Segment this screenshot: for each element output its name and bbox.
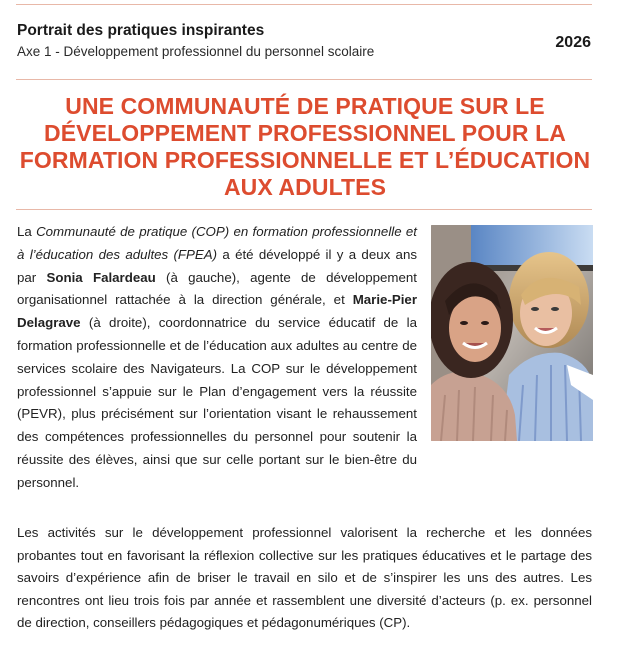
year-label: 2026 [555,34,591,51]
headline-rule [16,209,592,210]
article-headline: UNE COMMUNAUTÉ DE PRATIQUE SUR LE DÉVELOPPEMENT PROFESSIONNEL POUR LA FORMATION PROFESSIONNELLE ET L’ÉDUCATION AUX ADULTES [19,93,591,200]
intro-text-4: (à droite), coordonnatrice du service éducatif de la formation professionnelle et de l’éducation aux adultes au centre de services scolaire des Navigateurs. La COP sur le développement professionnel s’appuie sur le Plan d’engagement vers la réussite (PEVR), plus précisément sur l’orientation visant le rehaussement des compétences professionnelles du personnel pour soutenir la réussite des élèves, ainsi que sur celle portant sur le bien-être du personnel. [17,315,417,490]
activities-text: Les activités sur le développement professionnel valorisent la recherche et les données probantes tout en favorisant la réflexion collective sur les pratiques éducatives et le partage des savoirs d’expérience afin de briser le travail en silo et de s’inspirer les uns des autres. Les rencontres ont lieu trois fois par année et rassemblent une diversité d’acteurs (p. ex. personnel de direction, conseillers pédagogiques et pédagonumériques (CP). [17,525,592,631]
person-name-sonia: Sonia Falardeau [46,269,156,285]
document-subtitle: Axe 1 - Développement professionnel du personnel scolaire [17,44,375,59]
document-title: Portrait des pratiques inspirantes [17,22,265,39]
cop-name: Communauté de pratique (COP) en formation professionnelle et à l’éducation des adultes (FPEA) [17,224,417,262]
intro-paragraph [17,221,417,495]
person-name-marie-pier: Marie-Pier Delagrave [17,292,417,331]
top-rule [16,4,592,5]
portrait-photo [431,225,593,441]
document-header [17,22,591,59]
intro-text-3: (à gauche), agente de développement organisationnel rattachée à la direction générale, et [17,269,417,308]
intro-text-1: La [17,224,37,239]
header-rule [16,79,592,80]
activities-paragraph [17,522,592,635]
intro-text-2: a été développé il y a deux ans par [17,246,417,285]
